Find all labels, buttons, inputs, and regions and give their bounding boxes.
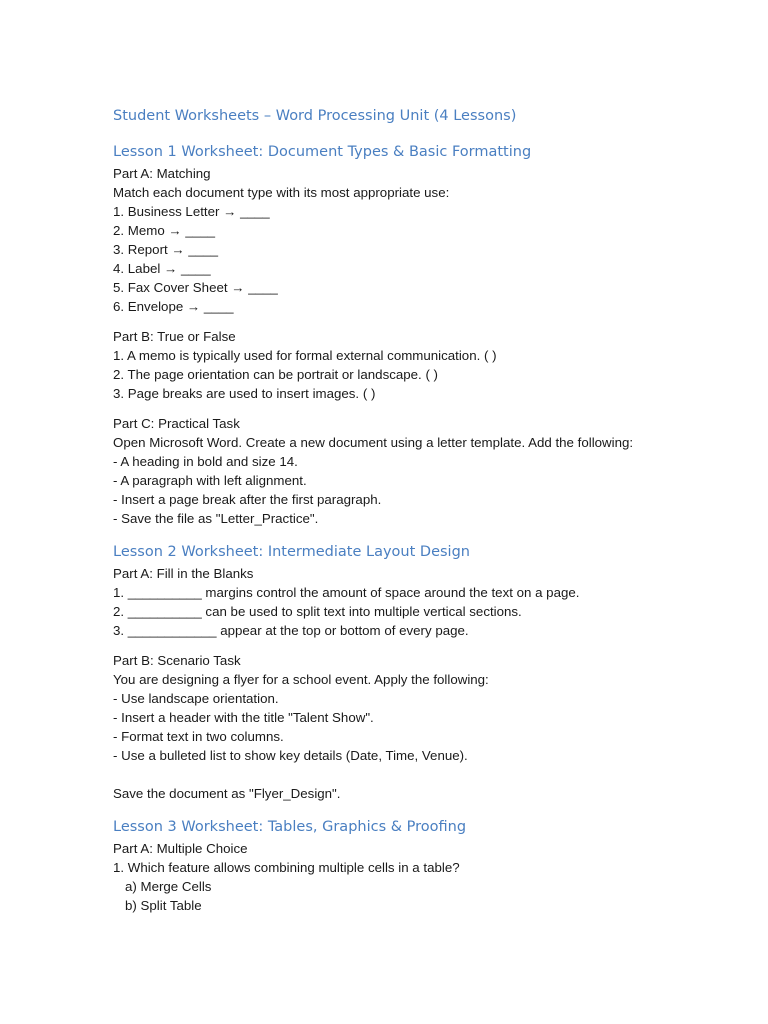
part-title: Part A: Matching (113, 166, 211, 181)
question: 1. Which feature allows combining multiple cells in a table? (113, 860, 460, 875)
document-title: Student Worksheets – Word Processing Unit (4 Lessons) (113, 108, 517, 124)
task-item: - Use a bulleted list to show key details (Date, Time, Venue). (113, 748, 468, 763)
task-item: - A heading in bold and size 14. (113, 454, 298, 469)
lesson-3-part-a (113, 839, 733, 915)
closing-instruction: Save the document as "Flyer_Design". (113, 786, 341, 801)
matching-item: 2. Memo → ____ (113, 223, 215, 238)
lesson-2-part-a (113, 564, 733, 640)
lesson-1-heading: Lesson 1 Worksheet: Document Types & Basic Formatting (113, 144, 532, 160)
lesson-2-part-b (113, 651, 733, 803)
task-item: - Save the file as "Letter_Practice". (113, 511, 319, 526)
task-item: - A paragraph with left alignment. (113, 473, 307, 488)
part-title: Part A: Multiple Choice (113, 841, 248, 856)
part-instruction: Match each document type with its most appropriate use: (113, 185, 450, 200)
true-false-item: 3. Page breaks are used to insert images. ( ) (113, 386, 376, 401)
task-item: - Format text in two columns. (113, 729, 284, 744)
lesson-3-section (113, 815, 733, 915)
part-instruction: Open Microsoft Word. Create a new document using a letter template. Add the following: (113, 435, 634, 450)
true-false-item: 1. A memo is typically used for formal external communication. ( ) (113, 348, 497, 363)
lesson-3-heading: Lesson 3 Worksheet: Tables, Graphics & Proofing (113, 819, 467, 835)
lesson-1-part-c (113, 414, 733, 528)
answer-option: a) Merge Cells (125, 879, 212, 894)
task-item: - Use landscape orientation. (113, 691, 279, 706)
matching-item: 1. Business Letter → ____ (113, 204, 270, 219)
lesson-1-part-b (113, 327, 733, 403)
lesson-1-section (113, 140, 733, 528)
lesson-2-section (113, 540, 733, 803)
fill-blank-item: 2. __________ can be used to split text into multiple vertical sections. (113, 604, 522, 619)
answer-option: b) Split Table (125, 898, 202, 913)
true-false-item: 2. The page orientation can be portrait or landscape. ( ) (113, 367, 438, 382)
worksheet-page (113, 104, 733, 915)
lesson-2-heading: Lesson 2 Worksheet: Intermediate Layout Design (113, 544, 470, 560)
matching-item: 6. Envelope → ____ (113, 299, 234, 314)
matching-item: 5. Fax Cover Sheet → ____ (113, 280, 278, 295)
part-title: Part B: True or False (113, 329, 236, 344)
matching-item: 4. Label → ____ (113, 261, 211, 276)
part-title: Part A: Fill in the Blanks (113, 566, 254, 581)
matching-item: 3. Report → ____ (113, 242, 218, 257)
part-title: Part B: Scenario Task (113, 653, 241, 668)
part-instruction: You are designing a flyer for a school event. Apply the following: (113, 672, 489, 687)
fill-blank-item: 3. ____________ appear at the top or bottom of every page. (113, 623, 469, 638)
task-item: - Insert a page break after the first paragraph. (113, 492, 382, 507)
part-title: Part C: Practical Task (113, 416, 240, 431)
lesson-1-part-a (113, 164, 733, 316)
fill-blank-item: 1. __________ margins control the amount of space around the text on a page. (113, 585, 580, 600)
task-item: - Insert a header with the title "Talent Show". (113, 710, 374, 725)
